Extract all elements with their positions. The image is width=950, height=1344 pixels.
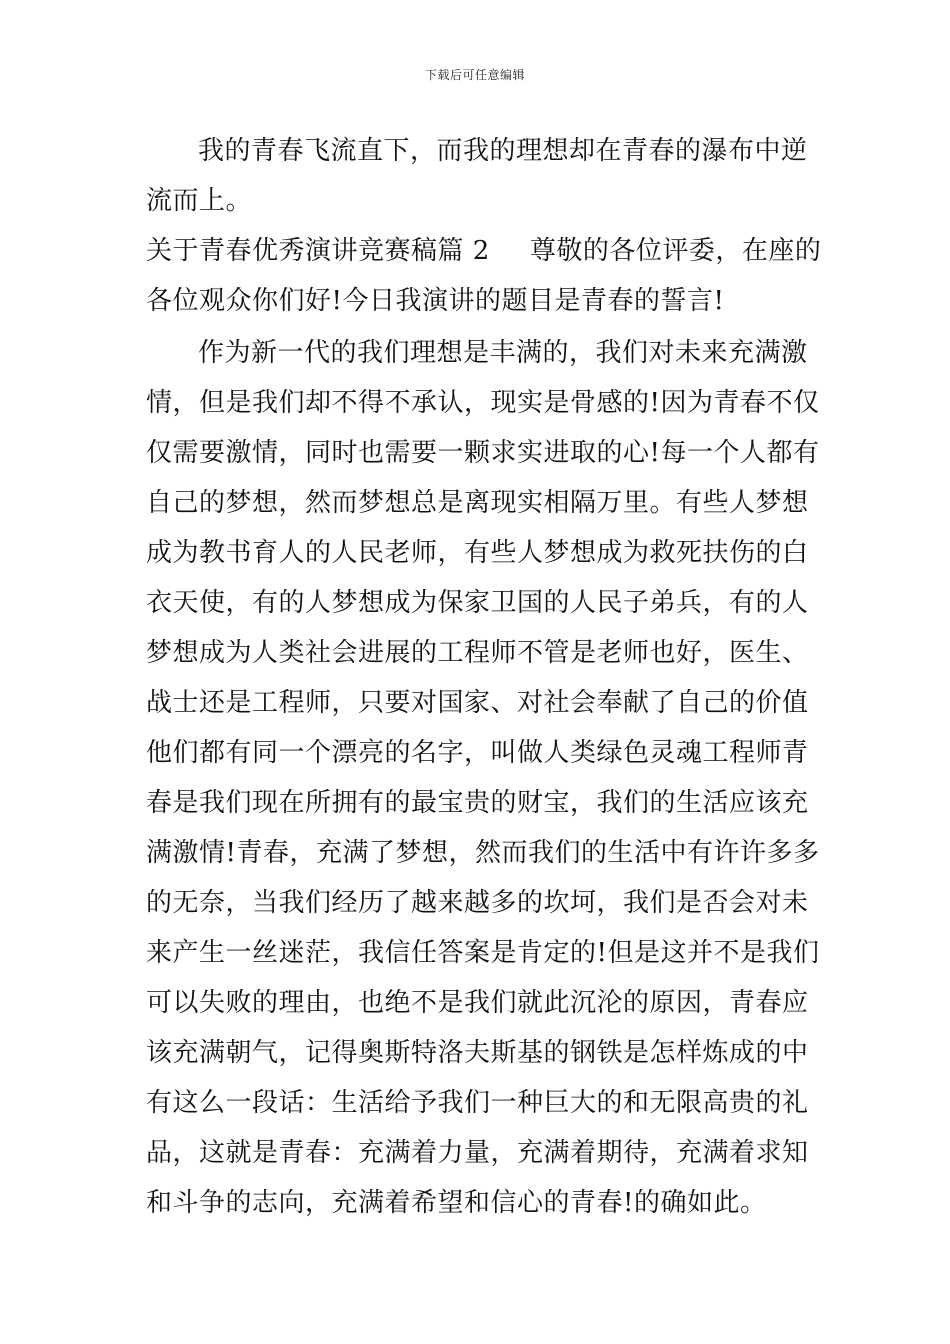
- text-line: 满激情!青春，充满了梦想，然而我们的生活中有许许多多: [146, 838, 820, 868]
- text-line: 战士还是工程师，只要对国家、对社会奉献了自己的价值: [146, 688, 809, 718]
- text-line: 来产生一丝迷茫，我信任答案是肯定的!但是这并不是我们: [146, 938, 820, 968]
- text-line: 自己的梦想，然而梦想总是离现实相隔万里。有些人梦想: [146, 488, 809, 518]
- heading-tail-text: 尊敬的各位评委，在座的: [529, 236, 822, 266]
- text-line: 和斗争的志向，充满着希望和信心的青春!的确如此。: [146, 1188, 767, 1218]
- text-line: 作为新一代的我们理想是丰满的，我们对未来充满激: [198, 338, 808, 368]
- text-line: 品，这就是青春：充满着力量，充满着期待，充满着求知: [146, 1138, 809, 1168]
- text-line: 流而上。: [146, 186, 253, 216]
- text-line: 梦想成为人类社会进展的工程师不管是老师也好，医生、: [146, 638, 809, 668]
- text-line: 他们都有同一个漂亮的名字，叫做人类绿色灵魂工程师青: [146, 738, 809, 768]
- text-line: 我的青春飞流直下，而我的理想却在青春的瀑布中逆: [198, 136, 808, 166]
- text-line: 情，但是我们却不得不承认，现实是骨感的!因为青春不仅: [146, 388, 820, 418]
- text-line: 有这么一段话：生活给予我们一种巨大的和无限高贵的礼: [146, 1088, 809, 1118]
- page-header-note: 下载后可任意编辑: [424, 68, 525, 82]
- text-line: 可以失败的理由，也绝不是我们就此沉沦的原因，青春应: [146, 988, 809, 1018]
- text-line: 的无奈，当我们经历了越来越多的坎坷，我们是否会对未: [146, 888, 809, 918]
- text-line: 各位观众你们好!今日我演讲的题目是青春的誓言!: [146, 286, 725, 316]
- section-heading: 关于青春优秀演讲竞赛稿篇 2: [146, 236, 490, 266]
- text-line: 该充满朝气，记得奥斯特洛夫斯基的钢铁是怎样炼成的中: [146, 1038, 809, 1068]
- section-heading-line: [146, 236, 821, 266]
- text-line: 仅需要激情，同时也需要一颗求实进取的心!每一个人都有: [146, 438, 820, 468]
- text-line: 衣天使，有的人梦想成为保家卫国的人民子弟兵，有的人: [146, 588, 809, 618]
- text-line: 成为教书育人的人民老师，有些人梦想成为救死扶伤的白: [146, 538, 809, 568]
- text-line: 春是我们现在所拥有的最宝贵的财宝，我们的生活应该充: [146, 788, 809, 818]
